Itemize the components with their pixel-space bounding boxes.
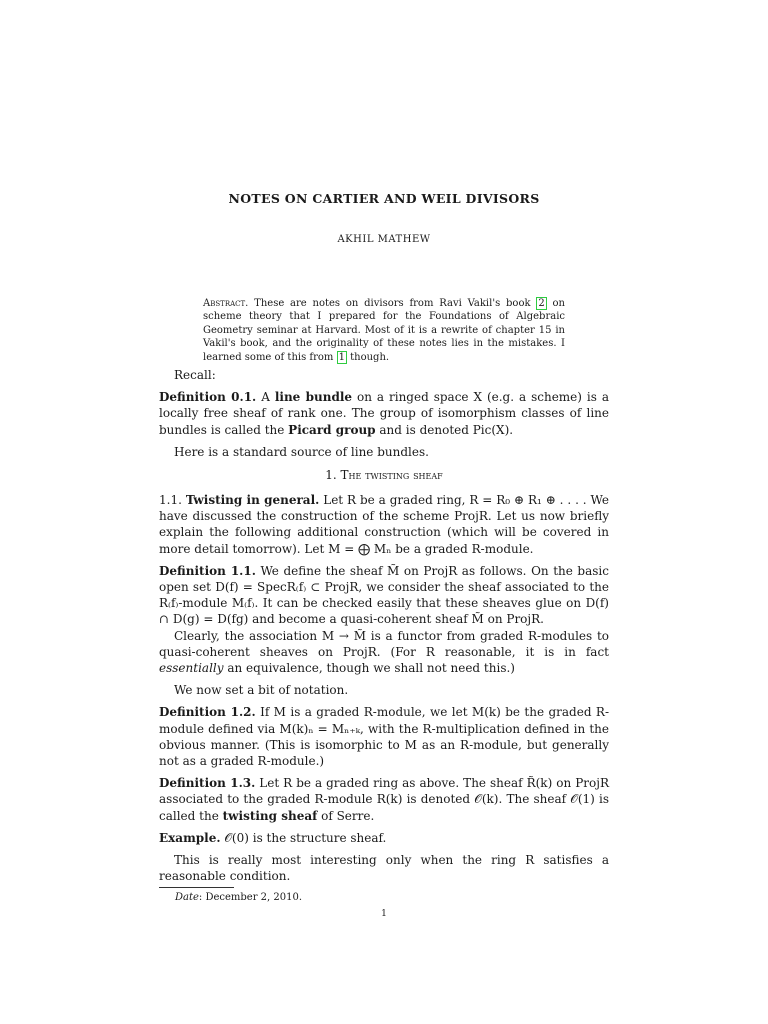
citation-link[interactable]: 1 (338, 351, 345, 363)
definition-0-1 (159, 389, 609, 438)
example-label: Example. (159, 830, 221, 845)
definition-label: Definition 1.2. (159, 705, 256, 720)
definition-1-2 (159, 704, 609, 769)
body-block-2 (159, 492, 609, 884)
closing-paragraph: This is really most interesting only when the ring R satisfies a reasonable condition. (159, 853, 609, 884)
definition-text: and is denoted Pic(X). (379, 422, 514, 437)
paper-title: NOTES ON CARTIER AND WEIL DIVISORS (228, 191, 540, 206)
definition-text: Let R be a graded ring as above. The sheaf R̃(k) on ProjR associated to the graded R-module R(k) is denoted 𝒪(k). The sheaf 𝒪(1) is called the (159, 776, 609, 823)
definition-text: A (261, 390, 270, 405)
footnote-text: : December 2, 2010. (198, 892, 303, 903)
emphasis: essentially (159, 661, 224, 676)
definition-label: Definition 0.1. (159, 390, 257, 405)
subsection-1-1 (159, 492, 609, 557)
notation-line: We now set a bit of notation. (174, 683, 349, 698)
definition-text: If M is a graded R-module, we let M(k) be the graded R-module defined via M(k)ₙ = Mₙ₊ₖ, with the R-multiplication defined in the obvious manner. (This is isomorphic to M as an R-module, but generally not as a graded R-module.) (159, 705, 609, 769)
example (159, 830, 609, 846)
subsection-text: Let R be a graded ring, R = R₀ ⊕ R₁ ⊕ . . . . We have discussed the construction of the scheme ProjR. Let us now briefly explain the following additional construction (which will be covered in more detail tomorrow). Let M = ⨁ Mₙ be a graded R-module. (159, 493, 609, 556)
section-heading (0, 468, 768, 482)
section-title: 1. The twisting sheaf (325, 468, 443, 482)
term-picard-group: Picard group (288, 422, 376, 437)
functor-paragraph (159, 628, 609, 677)
footnote-rule (159, 887, 234, 888)
paragraph-text: an equivalence, though we shall not need this.) (227, 661, 515, 676)
footnote-label: Date (175, 892, 199, 903)
term-twisting-sheaf: twisting sheaf (222, 808, 318, 823)
page-number: 1 (381, 909, 387, 919)
footnote (175, 892, 302, 903)
abstract (203, 297, 565, 364)
subsection-heading: Twisting in general. (185, 493, 320, 507)
abstract-text-b: on scheme theory that I prepared for the Foundations of Algebraic Geometry seminar at Harvard. Most of it is a rewrite of chapter 15 in Vakil's book, and the originality of these notes lies in the mistakes. I learned some of this from (203, 298, 565, 363)
term-line-bundle: line bundle (274, 390, 353, 405)
definition-label: Definition 1.3. (159, 776, 256, 791)
abstract-text-a: These are notes on divisors from Ravi Vakil's book (254, 298, 531, 309)
paragraph-text: Clearly, the association M → M̃ is a functor from graded R-modules to quasi-coherent sheaves on ProjR. (For R reasonable, it is in fact (159, 628, 609, 659)
definition-1-3 (159, 775, 609, 824)
definition-1-1 (159, 563, 609, 628)
abstract-text-c: though. (350, 351, 390, 363)
definition-text: We define the sheaf M̃ on ProjR as follows. On the basic open set D(f) = SpecR₍f₎ ⊂ ProjR, we consider the sheaf associated to the R₍f₎-module M₍f₎. It can be checked easily that these sheaves glue on D(f) ∩ D(g) = D(fg) and become a quasi-coherent sheaf M̃ on ProjR. (159, 563, 609, 627)
body-block-1 (159, 367, 609, 460)
definition-text: on a ringed space X (e.g. a scheme) is a locally free sheaf of rank one. The group of isomorphism classes of line bundles is called the (159, 390, 609, 437)
abstract-label: Abstract. (203, 298, 249, 309)
definition-label: Definition 1.1. (159, 563, 256, 578)
citation-link[interactable]: 2 (538, 298, 545, 309)
definition-text: of Serre. (321, 808, 375, 823)
recall-line: Recall: (174, 368, 216, 382)
author-name: AKHIL MATHEW (337, 234, 431, 245)
example-text: 𝒪(0) is the structure sheaf. (224, 830, 387, 845)
subsection-number: 1.1. (159, 493, 182, 507)
standard-source-line: Here is a standard source of line bundles. (174, 444, 429, 459)
